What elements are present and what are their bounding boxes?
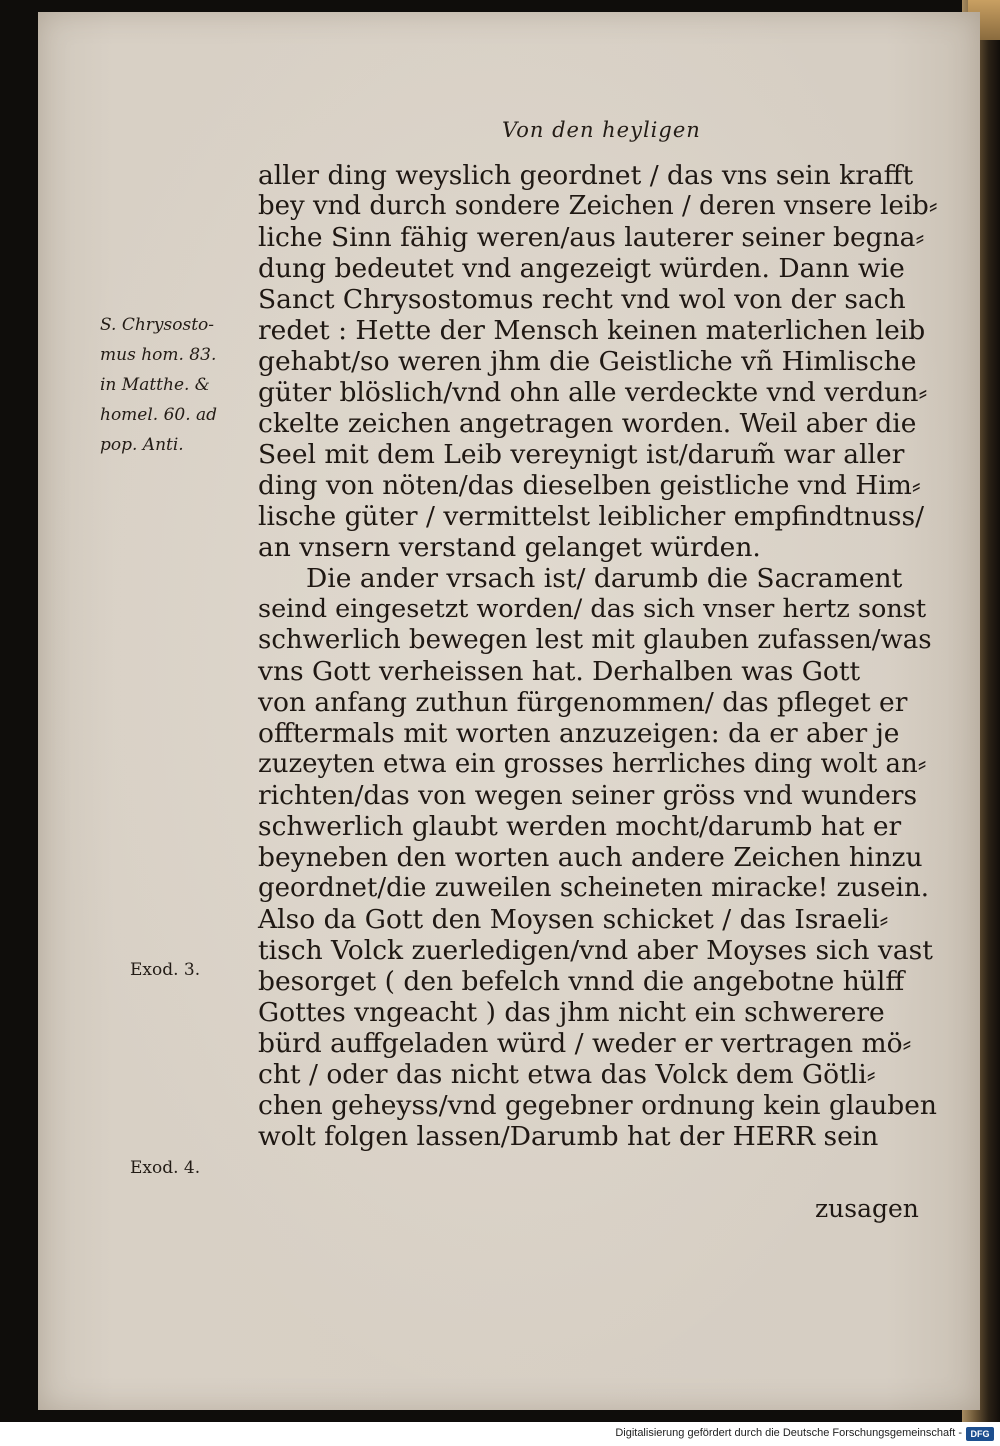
margin-line: mus hom. 83. — [100, 345, 217, 365]
text-line: geordnet/die zuweilen scheineten miracke! zusein. — [258, 873, 929, 903]
catchword: zusagen — [815, 1194, 919, 1223]
text-line: von anfang zuthun fürgenommen/ das pfleget er — [258, 687, 908, 718]
margin-note-exod-4: Exod. 4. — [130, 1158, 201, 1178]
text-line: Gottes vngeacht ) das jhm nicht ein schwerere — [258, 997, 885, 1028]
text-line: redet : Hette der Mensch keinen materlichen leib — [258, 315, 926, 346]
text-line: besorget ( den befelch vnnd die angebotne hülff — [258, 966, 905, 997]
text-line: aller ding weyslich geordnet / das vns sein krafft — [258, 160, 914, 191]
text-line: offtermals mit worten anzuzeigen: da er aber je — [258, 718, 900, 749]
margin-line: in Matthe. & — [100, 375, 210, 395]
text-line: vns Gott verheissen hat. Derhalben was Gott — [258, 656, 861, 687]
running-title: Von den heyligen — [502, 118, 701, 142]
text-line: seind eingesetzt worden/ das sich vnser hertz sonst — [258, 594, 927, 624]
text-line: zuzeyten etwa ein grosses herrliches ding wolt an⸗ — [258, 749, 927, 779]
text-line: beyneben den worten auch andere Zeichen hinzu — [258, 842, 923, 873]
text-line: cht / oder das nicht etwa das Volck dem Götli⸗ — [258, 1059, 876, 1090]
footer-bar — [0, 1422, 1000, 1446]
text-line: Die ander vrsach ist/ darumb die Sacrament — [306, 563, 903, 594]
text-line: Seel mit dem Leib vereynigt ist/darum̃ war aller — [258, 439, 905, 470]
text-line: Also da Gott den Moysen schicket / das Israeli⸗ — [258, 904, 889, 935]
text-line: bey vnd durch sondere Zeichen / deren vnsere leib⸗ — [258, 191, 938, 221]
margin-line: S. Chrysosto- — [100, 315, 215, 335]
text-line: gehabt/so weren jhm die Geistliche vñ Himlische — [258, 346, 917, 377]
text-line: bürd auffgeladen würd / weder er vertragen mö⸗ — [258, 1028, 912, 1059]
body-text — [258, 160, 938, 1152]
funding-credit: Digitalisierung gefördert durch die Deutsche Forschungsgemeinschaft - — [615, 1427, 962, 1439]
margin-line: pop. Anti. — [100, 435, 184, 455]
margin-line: homel. 60. ad — [100, 405, 218, 425]
text-line: tisch Volck zuerledigen/vnd aber Moyses sich vast — [258, 935, 933, 966]
text-line: dung bedeutet vnd angezeigt würden. Dann wie — [258, 253, 905, 284]
text-line: ding von nöten/das dieselben geistliche vnd Him⸗ — [258, 470, 921, 501]
text-line: an vnsern verstand gelanget würden. — [258, 532, 761, 563]
dfg-logo-icon: DFG — [966, 1427, 994, 1441]
text-line: schwerlich glaubt werden mocht/darumb hat er — [258, 811, 902, 842]
margin-note-chrysostom — [100, 310, 255, 460]
text-line: ckelte zeichen angetragen worden. Weil aber die — [258, 408, 917, 439]
text-line: chen geheyss/vnd gegebner ordnung kein glauben — [258, 1090, 937, 1121]
text-line: wolt folgen lassen/Darumb hat der HERR sein — [258, 1121, 879, 1152]
text-line: lische güter / vermittelst leiblicher empfindtnuss/ — [258, 501, 925, 532]
margin-note-exod-3: Exod. 3. — [130, 960, 201, 980]
text-line: güter blöslich/vnd ohn alle verdeckte vnd verdun⸗ — [258, 377, 928, 408]
text-line: richten/das von wegen seiner gröss vnd wunders — [258, 780, 918, 811]
text-line: liche Sinn fähig weren/aus lauterer seiner begna⸗ — [258, 222, 925, 253]
text-line: Sanct Chrysostomus recht vnd wol von der sach — [258, 284, 906, 315]
text-line: schwerlich bewegen lest mit glauben zufassen/was — [258, 625, 932, 655]
